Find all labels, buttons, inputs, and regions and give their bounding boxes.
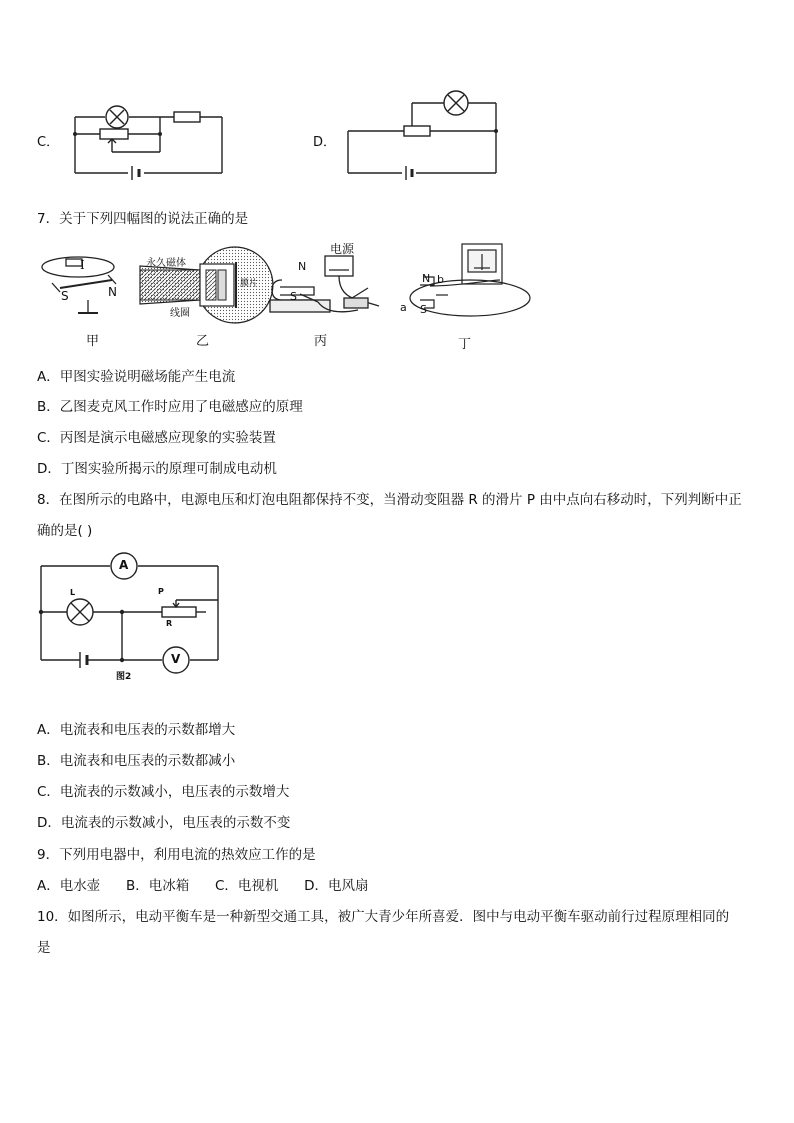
resistor-label: R bbox=[166, 619, 173, 628]
jia-label-I: I bbox=[80, 258, 85, 272]
q10-stem-line2: 是 bbox=[37, 940, 51, 956]
q7-option-b: B．乙图麦克风工作时应用了电磁感应的原理 bbox=[37, 399, 303, 415]
q9-stem: 9．下列用电器中，利用电流的热效应工作的是 bbox=[37, 847, 316, 863]
yi-label-coil: 线圈 bbox=[170, 308, 190, 319]
figure-caption: 图2 bbox=[116, 672, 132, 682]
ding-label-S: S bbox=[420, 303, 427, 316]
q8-option-b: B．电流表和电压表的示数都减小 bbox=[37, 753, 236, 769]
figure-bing-caption: 丙 bbox=[314, 334, 328, 349]
voltmeter-label: V bbox=[171, 652, 181, 666]
q8-option-a: A．电流表和电压表的示数都增大 bbox=[37, 722, 236, 738]
q7-option-a: A．甲图实验说明磁场能产生电流 bbox=[37, 369, 236, 385]
option-d-label: D． bbox=[313, 135, 337, 150]
jia-label-S: S bbox=[61, 289, 69, 303]
q9-options: A．电水壶 B．电冰箱 C．电视机 D．电风扇 bbox=[37, 878, 369, 894]
slider-label: P bbox=[158, 587, 164, 596]
option-c-label: C． bbox=[37, 135, 60, 150]
figure-jia-caption: 甲 bbox=[86, 334, 100, 349]
bing-label-S: S bbox=[290, 290, 297, 303]
ding-label-N: N bbox=[422, 272, 431, 285]
q8-option-d: D．电流表的示数减小，电压表的示数不变 bbox=[37, 815, 291, 831]
q8-stem-line2: 确的是( ) bbox=[37, 523, 93, 539]
lamp-label: L bbox=[70, 588, 76, 597]
figure-ding-caption: 丁 bbox=[458, 337, 472, 352]
q7-option-c: C．丙图是演示电磁感应现象的实验装置 bbox=[37, 430, 276, 446]
ammeter-label: A bbox=[119, 558, 129, 572]
q7-option-d: D．丁图实验所揭示的原理可制成电动机 bbox=[37, 461, 277, 477]
q8-stem-line1: 8．在图所示的电路中，电源电压和灯泡电阻都保持不变，当滑动变阻器 R 的滑片 P 由中点向右移动时，下列判断中正 bbox=[37, 492, 742, 508]
ding-label-a: a bbox=[400, 301, 407, 314]
ding-label-b: b bbox=[437, 273, 444, 286]
yi-label-magnet: 永久磁体 bbox=[146, 258, 186, 269]
jia-label-N: N bbox=[108, 285, 117, 299]
q10-stem-line1: 10．如图所示，电动平衡车是一种新型交通工具，被广大青少年所喜爱．图中与电动平衡车驱动前行过程原理相同的 bbox=[37, 909, 730, 925]
yi-label-diaphragm: 膜片 bbox=[240, 279, 259, 289]
bing-label-power: 电源 bbox=[330, 242, 355, 256]
figure-yi-caption: 乙 bbox=[196, 334, 210, 349]
bing-label-N: N bbox=[298, 260, 307, 273]
q8-option-c: C．电流表的示数减小，电压表的示数增大 bbox=[37, 784, 290, 800]
q7-stem: 7．关于下列四幅图的说法正确的是 bbox=[37, 211, 249, 227]
